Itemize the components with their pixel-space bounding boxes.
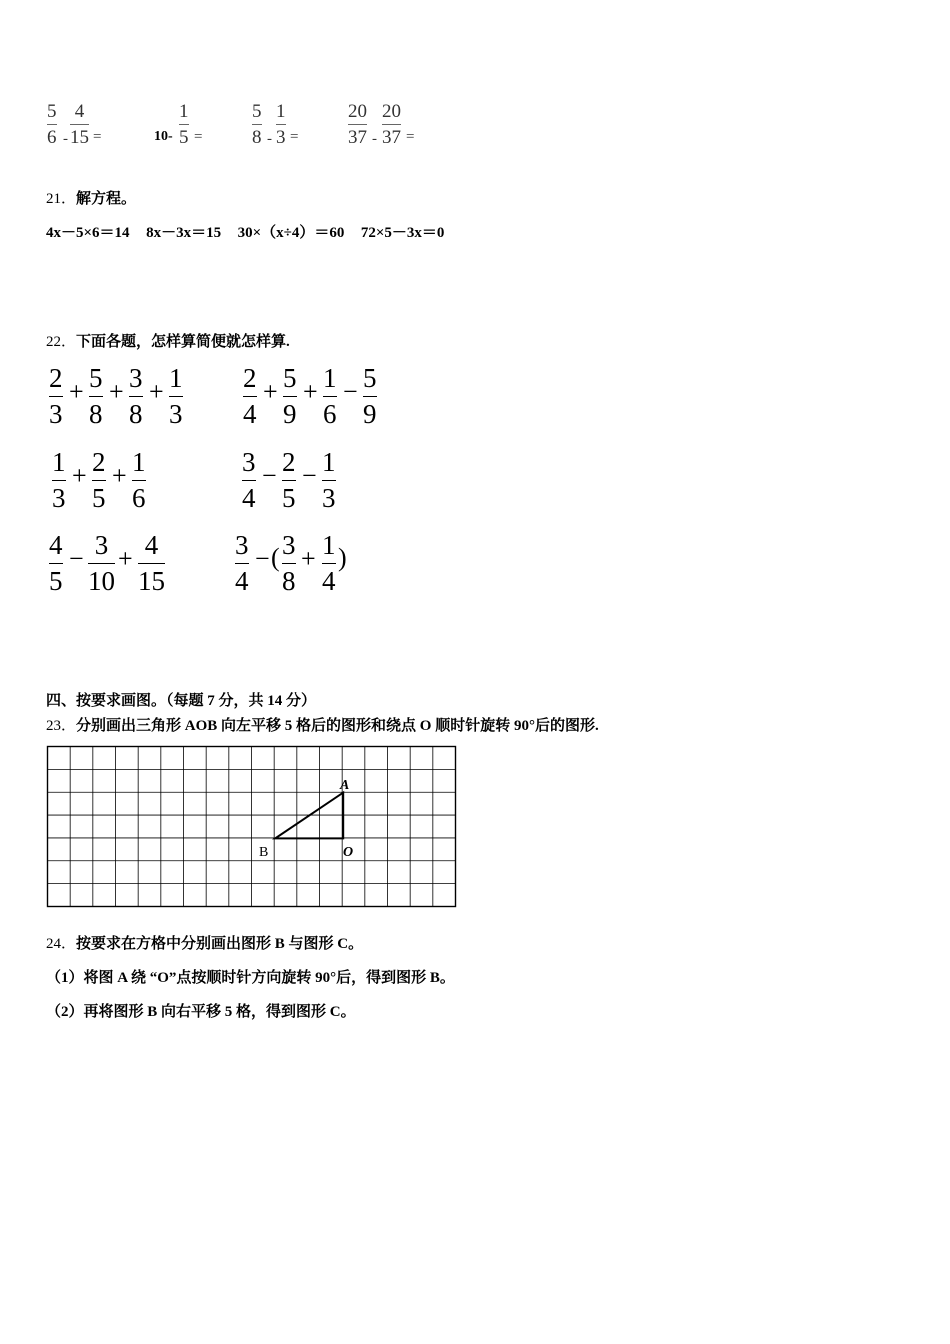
fraction: 5 9 <box>283 363 297 429</box>
equation: 4x－5×6＝14 <box>46 225 130 241</box>
question-number: 23． <box>46 718 77 734</box>
question-title: 按要求在方格中分别画出图形 B 与图形 C。 <box>76 936 364 952</box>
grid-diagram <box>46 745 458 909</box>
fraction: 4 5 <box>49 530 63 596</box>
fraction: 1 3 <box>322 447 336 513</box>
fraction: 1 6 <box>323 363 337 429</box>
right-paren: ) <box>338 543 347 572</box>
equals-sign: = <box>290 129 299 145</box>
fraction: 2 5 <box>282 447 296 513</box>
plus-sign: + <box>109 377 124 406</box>
equals-sign: = <box>406 129 415 145</box>
fraction: 20 37 <box>382 101 401 148</box>
minus-sign: − <box>302 461 317 490</box>
fraction: 1 3 <box>52 447 66 513</box>
equation: 30×（x÷4）＝60 <box>237 225 345 241</box>
plus-sign: + <box>118 544 133 573</box>
equals-sign: = <box>194 129 203 145</box>
minus-sign: - <box>372 131 377 147</box>
minus-sign: − <box>255 544 270 573</box>
fraction: 4 15 <box>70 101 89 148</box>
question-title: 解方程。 <box>76 191 137 207</box>
question-title: 下面各题，怎样算简便就怎样算. <box>76 334 290 350</box>
minus-sign: − <box>69 544 84 573</box>
equation: 8x－3x＝15 <box>146 225 222 241</box>
label-o: O <box>343 845 354 860</box>
plus-sign: + <box>69 377 84 406</box>
plus-sign: + <box>263 377 278 406</box>
equals-sign: = <box>93 129 102 145</box>
instruction-step-2: （2）再将图形 B 向右平移 5 格，得到图形 C。 <box>46 1004 356 1020</box>
instruction-step-1: （1）将图 A 绕 “O”点按顺时针方向旋转 90°后，得到图形 B。 <box>46 970 455 986</box>
question-number: 22． <box>46 334 77 350</box>
fraction: 1 3 <box>276 101 286 148</box>
fraction: 1 6 <box>132 447 146 513</box>
fraction: 4 15 <box>138 530 165 596</box>
fraction: 3 4 <box>242 447 256 513</box>
minus-sign: - <box>267 131 272 147</box>
label-a: A <box>340 778 350 793</box>
whole-number: 10- <box>154 129 173 144</box>
fraction: 5 6 <box>47 101 57 148</box>
fraction: 5 8 <box>89 363 103 429</box>
question-21-heading <box>46 187 136 208</box>
fraction: 3 8 <box>129 363 143 429</box>
minus-sign: − <box>262 461 277 490</box>
plus-sign: + <box>149 377 164 406</box>
fraction: 2 5 <box>92 447 106 513</box>
question-24-heading <box>46 932 363 953</box>
minus-sign: - <box>63 131 68 147</box>
fraction: 5 9 <box>363 363 377 429</box>
question-22-heading <box>46 330 290 351</box>
fraction: 1 4 <box>322 530 336 596</box>
question-title: 分别画出三角形 AOB 向左平移 5 格后的图形和绕点 O 顺时针旋转 90°后的图形. <box>76 718 599 734</box>
fraction: 3 8 <box>282 530 296 596</box>
minus-sign: − <box>343 377 358 406</box>
plus-sign: + <box>301 544 316 573</box>
fraction: 2 4 <box>243 363 257 429</box>
fraction: 20 37 <box>348 101 367 148</box>
fraction: 3 10 <box>88 530 115 596</box>
left-paren: ( <box>271 543 280 572</box>
question-number: 24． <box>46 936 77 952</box>
label-b: B <box>259 845 269 860</box>
plus-sign: + <box>112 461 127 490</box>
fraction: 3 4 <box>235 530 249 596</box>
equation-list <box>46 221 444 242</box>
plus-sign: + <box>303 377 318 406</box>
fraction: 1 3 <box>169 363 183 429</box>
equation: 72×5－3x＝0 <box>360 225 445 241</box>
question-23-heading <box>46 714 599 735</box>
fraction: 5 8 <box>252 101 262 148</box>
section-heading: 四、按要求画图。（每题 7 分，共 14 分） <box>46 693 317 709</box>
fraction: 2 3 <box>49 363 63 429</box>
question-number: 21． <box>46 191 77 207</box>
fraction: 1 5 <box>179 101 189 148</box>
plus-sign: + <box>72 461 87 490</box>
